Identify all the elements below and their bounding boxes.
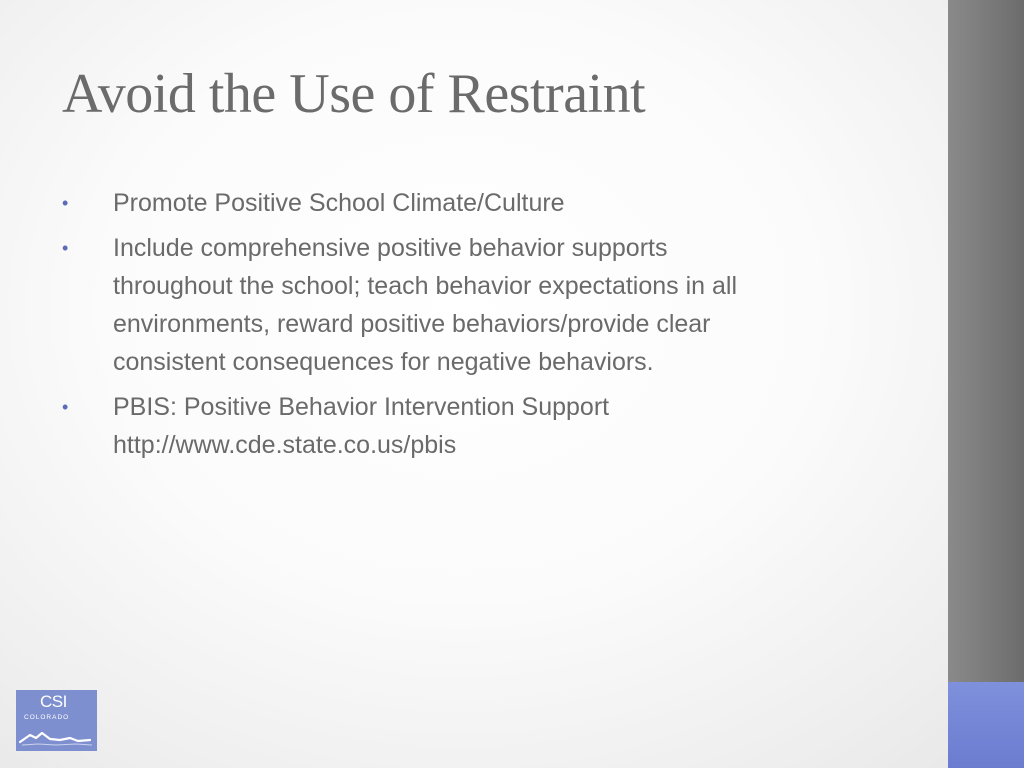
bullet-text: Promote Positive School Climate/Culture [113,189,565,217]
logo-main-text: CSI [40,692,67,711]
bullet-marker: • [62,193,69,213]
bullet-text: Include comprehensive positive behavior supports throughout the school; teach behavior expectations in all environments, reward positive behaviors/provide clear consistent consequences for negative behaviors. [113,234,738,376]
bullet-item [60,184,860,222]
csi-colorado-logo [16,690,97,751]
bullet-item [60,388,860,464]
side-accent-block [948,682,1024,768]
bullet-marker: • [62,397,69,417]
bullet-marker: • [62,238,69,258]
bullet-list [60,184,860,471]
bullet-text: PBIS: Positive Behavior Intervention Support http://www.cde.state.co.us/pbis [113,393,610,459]
bullet-item [60,229,860,381]
logo-sub-text: COLORADO [24,714,70,721]
mountain-icon [16,724,97,751]
slide-title: Avoid the Use of Restraint [62,63,646,125]
side-bar [948,0,1024,768]
